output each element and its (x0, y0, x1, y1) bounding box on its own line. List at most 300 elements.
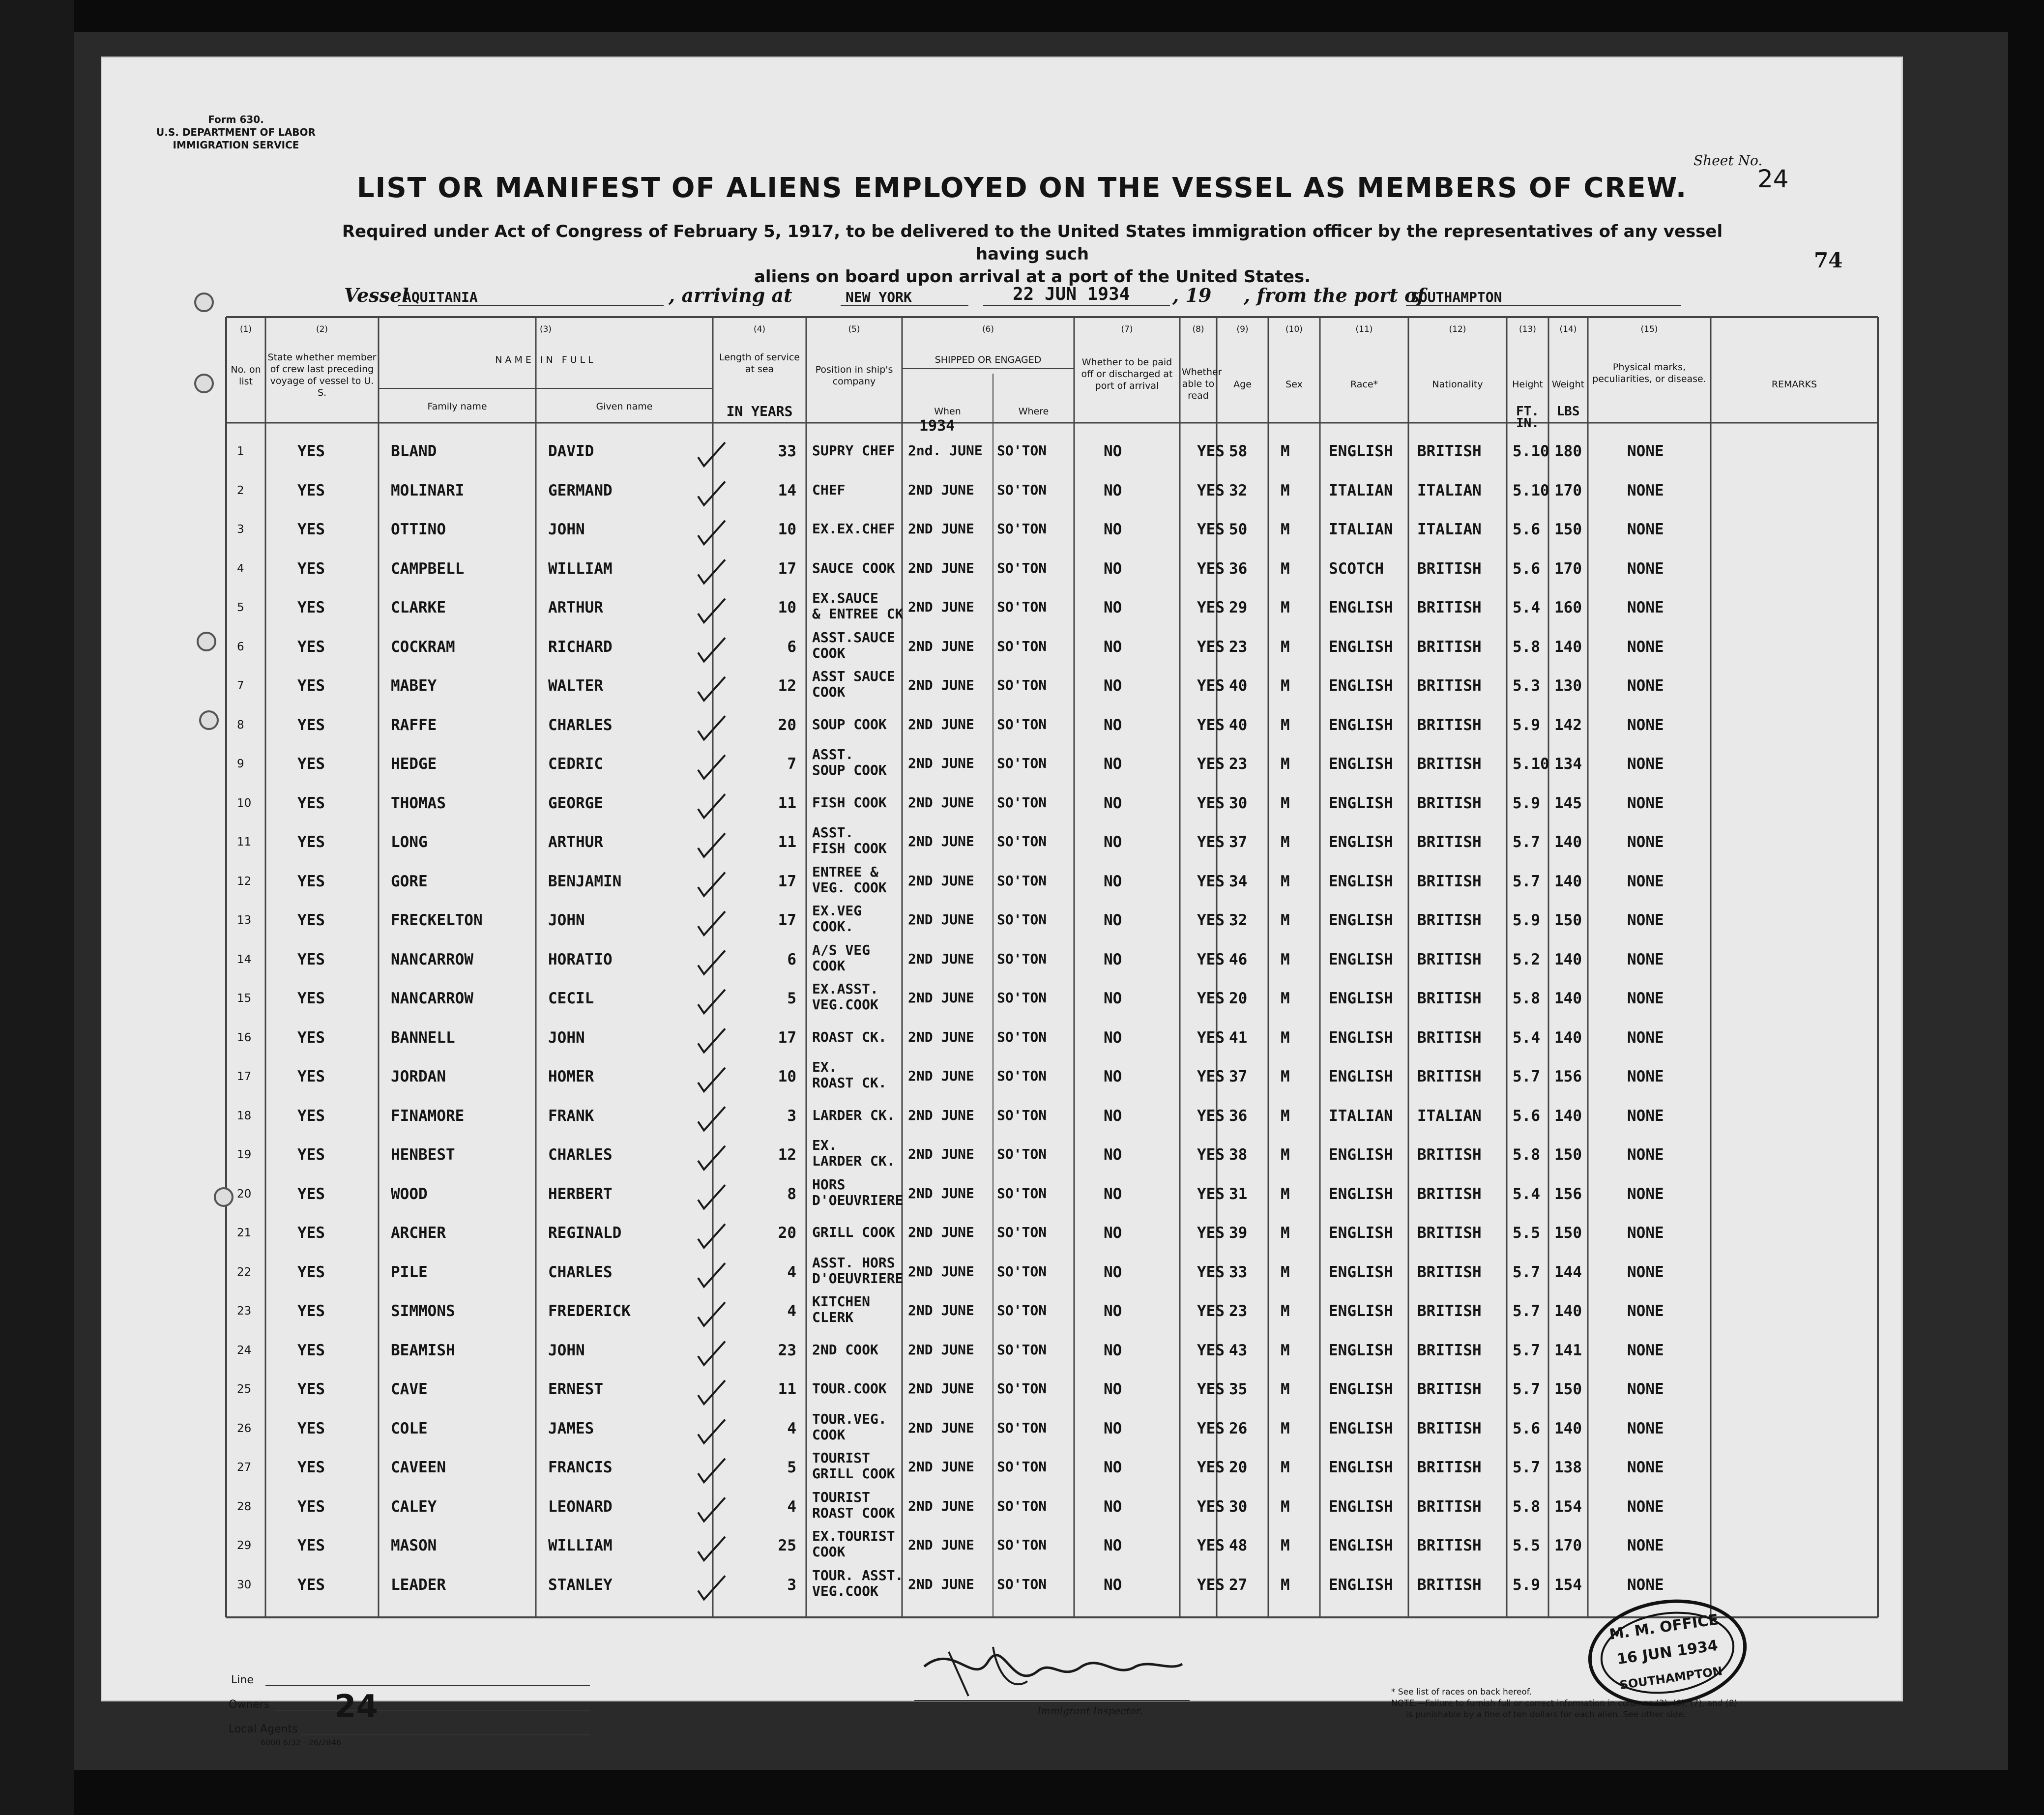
row-age: 20 (1229, 990, 1248, 1007)
row-where: SO'TON (997, 872, 1047, 889)
row-height: 5.4 (1513, 599, 1540, 616)
row-sex: M (1281, 833, 1290, 851)
row-years-service: 17 (778, 559, 796, 578)
row-able-read: YES (1197, 1419, 1225, 1437)
header-nationality: Nationality (1432, 379, 1483, 390)
row-position-line2: VEG. COOK (812, 879, 887, 896)
row-weight: 156 (1554, 1068, 1582, 1085)
row-years-service: 20 (778, 1224, 796, 1242)
row-able-read: YES (1197, 1146, 1225, 1164)
row-sex: M (1281, 1576, 1290, 1594)
row-when: 2ND JUNE (908, 1224, 974, 1240)
header-ft-in: FT. IN. (1516, 404, 1539, 431)
row-given-name: HORATIO (548, 950, 613, 968)
row-paid-off: NO (1104, 833, 1122, 851)
row-age: 39 (1229, 1224, 1248, 1242)
row-number: 21 (237, 1227, 252, 1239)
row-physical-marks: NONE (1627, 950, 1664, 968)
row-prev-voyage: YES (297, 1380, 325, 1398)
header-paid-off: Whether to be paid off or discharged at port of arrival (1081, 357, 1173, 391)
row-able-read: YES (1197, 677, 1225, 695)
column-number: (6) (982, 324, 994, 334)
row-where: SO'TON (997, 1028, 1047, 1045)
owners-handwritten: 24 (334, 1689, 379, 1725)
row-family-name: COCKRAM (391, 638, 455, 656)
row-position-line1: TOURIST (812, 1489, 871, 1505)
row-prev-voyage: YES (297, 1185, 325, 1203)
row-height: 5.9 (1513, 911, 1540, 929)
row-years-service: 8 (787, 1185, 796, 1203)
row-family-name: MABEY (391, 677, 437, 695)
row-where: SO'TON (997, 950, 1047, 967)
row-position-line2: & ENTREE CK (812, 606, 904, 622)
row-prev-voyage: YES (297, 442, 325, 460)
row-race: ENGLISH (1329, 599, 1393, 616)
row-where: SO'TON (997, 794, 1047, 811)
row-height: 5.8 (1513, 1146, 1540, 1164)
row-when: 2ND JUNE (908, 911, 974, 928)
row-years-service: 20 (778, 716, 796, 734)
inspector-label: Immigrant Inspector. (1037, 1705, 1143, 1717)
row-nationality: BRITISH (1417, 990, 1482, 1007)
row-number: 15 (237, 992, 252, 1005)
row-nationality: ITALIAN (1417, 481, 1482, 499)
row-position-line1: A/S VEG (812, 941, 871, 958)
row-physical-marks: NONE (1627, 1497, 1664, 1516)
row-family-name: FINAMORE (391, 1107, 465, 1125)
row-nationality: BRITISH (1417, 950, 1482, 968)
row-height: 5.8 (1513, 990, 1540, 1007)
row-where: SO'TON (997, 1302, 1047, 1318)
row-able-read: YES (1197, 1028, 1225, 1047)
row-physical-marks: NONE (1627, 1028, 1664, 1047)
row-when: 2ND JUNE (908, 521, 974, 537)
row-sex: M (1281, 1459, 1290, 1476)
header-lbs: LBS (1556, 404, 1580, 419)
check-mark-icon (698, 521, 725, 544)
check-mark-icon (698, 677, 725, 701)
row-family-name: WOOD (391, 1185, 428, 1203)
row-position-line2: VEG.COOK (812, 1582, 878, 1599)
row-paid-off: NO (1104, 677, 1122, 695)
row-nationality: BRITISH (1417, 559, 1482, 578)
row-years-service: 23 (778, 1341, 796, 1359)
row-race: ENGLISH (1329, 1263, 1393, 1281)
row-able-read: YES (1197, 442, 1225, 460)
manifest-title: LIST OR MANIFEST OF ALIENS EMPLOYED ON THE VESSEL AS MEMBERS OF CREW. (356, 172, 1688, 204)
row-where: SO'TON (997, 442, 1047, 459)
row-nationality: BRITISH (1417, 1419, 1482, 1437)
row-height: 5.7 (1513, 1302, 1540, 1320)
header-age: Age (1233, 379, 1252, 390)
row-family-name: OTTINO (391, 521, 446, 538)
row-where: SO'TON (997, 1459, 1047, 1475)
row-paid-off: NO (1104, 1068, 1122, 1085)
row-position-line1: EX.TOURIST (812, 1528, 895, 1544)
owners-label: Owners (229, 1698, 270, 1711)
row-years-service: 11 (778, 833, 796, 851)
row-paid-off: NO (1104, 1028, 1122, 1047)
row-paid-off: NO (1104, 872, 1122, 890)
stamp-date: 16 JUN 1934 (1616, 1637, 1719, 1669)
row-able-read: YES (1197, 599, 1225, 616)
header-in-years: IN YEARS (726, 403, 793, 419)
row-height: 5.6 (1513, 1107, 1540, 1125)
vessel-name: AQUITANIA (403, 289, 478, 305)
row-when: 2ND JUNE (908, 1576, 974, 1592)
row-sex: M (1281, 1380, 1290, 1398)
arriving-label: , arriving at (669, 284, 792, 306)
sheet-label: Sheet No. (1694, 152, 1763, 169)
row-where: SO'TON (997, 833, 1047, 849)
row-age: 50 (1229, 521, 1248, 538)
row-sex: M (1281, 1107, 1290, 1125)
row-paid-off: NO (1104, 521, 1122, 538)
row-physical-marks: NONE (1627, 1068, 1664, 1085)
row-given-name: CECIL (548, 990, 594, 1007)
row-race: ENGLISH (1329, 911, 1393, 929)
row-where: SO'TON (997, 990, 1047, 1006)
row-years-service: 6 (787, 950, 796, 968)
row-position: CHEF (812, 481, 846, 498)
row-age: 30 (1229, 1497, 1248, 1516)
row-height: 5.7 (1513, 872, 1540, 890)
row-age: 27 (1229, 1576, 1248, 1594)
row-sex: M (1281, 872, 1290, 890)
row-sex: M (1281, 1341, 1290, 1359)
row-given-name: DAVID (548, 442, 594, 460)
row-family-name: SIMMONS (391, 1302, 455, 1320)
row-position-line1: EX. (812, 1059, 837, 1075)
row-nationality: BRITISH (1417, 442, 1482, 460)
row-family-name: GORE (391, 872, 428, 890)
row-when: 2ND JUNE (908, 1302, 974, 1318)
row-given-name: CHARLES (548, 716, 613, 734)
row-when: 2ND JUNE (908, 638, 974, 654)
row-years-service: 17 (778, 872, 796, 890)
check-mark-icon (698, 1576, 725, 1600)
form-line: IMMIGRATION SERVICE (173, 139, 299, 151)
row-weight: 170 (1554, 1537, 1582, 1554)
row-able-read: YES (1197, 1224, 1225, 1242)
row-years-service: 3 (787, 1107, 796, 1125)
check-mark-icon (698, 599, 725, 622)
corner-number: 74 (1814, 248, 1843, 272)
row-prev-voyage: YES (297, 599, 325, 616)
row-sex: M (1281, 638, 1290, 656)
binder-hole (214, 1187, 234, 1207)
row-position-line1: TOUR.VEG. (812, 1410, 887, 1427)
row-position: FISH COOK (812, 794, 887, 811)
row-sex: M (1281, 481, 1290, 499)
row-race: ENGLISH (1329, 872, 1393, 890)
row-nationality: BRITISH (1417, 1068, 1482, 1085)
row-position-line1: TOUR. ASST. (812, 1567, 904, 1583)
row-number: 7 (237, 679, 244, 692)
row-position-line2: D'OEUVRIERE (812, 1192, 904, 1208)
check-mark-icon (698, 794, 725, 818)
row-height: 5.7 (1513, 1459, 1540, 1476)
row-paid-off: NO (1104, 794, 1122, 812)
row-prev-voyage: YES (297, 872, 325, 890)
row-nationality: BRITISH (1417, 1497, 1482, 1516)
row-position: GRILL COOK (812, 1224, 895, 1240)
row-race: ITALIAN (1329, 481, 1393, 499)
subtitle-line-1: Required under Act of Congress of February 5, 1917, to be delivered to the United States immigration officer by the representatives of any vessel having such (342, 222, 1723, 264)
row-position-line1: ASST. (812, 746, 854, 762)
row-given-name: GEORGE (548, 794, 603, 812)
check-mark-icon (698, 1029, 725, 1053)
row-race: ENGLISH (1329, 1380, 1393, 1398)
row-position-line2: COOK (812, 1544, 846, 1560)
row-weight: 154 (1554, 1497, 1582, 1516)
form-line: U.S. DEPARTMENT OF LABOR (156, 126, 316, 138)
inspector-signature (914, 1632, 1190, 1711)
row-able-read: YES (1197, 1107, 1225, 1125)
row-where: SO'TON (997, 716, 1047, 732)
column-number: (5) (848, 324, 860, 334)
row-age: 40 (1229, 716, 1248, 734)
row-years-service: 5 (787, 1459, 796, 1476)
row-where: SO'TON (997, 1341, 1047, 1358)
row-paid-off: NO (1104, 442, 1122, 460)
row-able-read: YES (1197, 1576, 1225, 1594)
row-race: ENGLISH (1329, 1028, 1393, 1047)
binder-hole (199, 710, 219, 730)
row-physical-marks: NONE (1627, 442, 1664, 460)
check-mark-icon (698, 638, 725, 662)
row-number: 16 (237, 1031, 252, 1044)
row-prev-voyage: YES (297, 677, 325, 695)
row-able-read: YES (1197, 1459, 1225, 1476)
row-weight: 145 (1554, 794, 1582, 812)
row-physical-marks: NONE (1627, 1576, 1664, 1594)
row-family-name: CAVE (391, 1380, 428, 1398)
row-family-name: HENBEST (391, 1146, 455, 1164)
check-mark-icon (698, 990, 725, 1013)
row-paid-off: NO (1104, 1146, 1122, 1164)
row-number: 4 (237, 562, 244, 575)
row-years-service: 7 (787, 755, 796, 773)
row-paid-off: NO (1104, 1185, 1122, 1203)
row-physical-marks: NONE (1627, 794, 1664, 812)
row-given-name: BENJAMIN (548, 872, 622, 890)
row-family-name: MOLINARI (391, 481, 465, 499)
row-number: 10 (237, 796, 252, 810)
row-able-read: YES (1197, 1263, 1225, 1281)
row-nationality: BRITISH (1417, 1537, 1482, 1554)
row-sex: M (1281, 911, 1290, 929)
row-able-read: YES (1197, 755, 1225, 773)
row-height: 5.3 (1513, 677, 1540, 695)
row-given-name: GERMAND (548, 481, 613, 499)
row-years-service: 17 (778, 1028, 796, 1047)
row-position-line2: COOK (812, 644, 846, 661)
row-sex: M (1281, 599, 1290, 616)
row-position-line2: LARDER CK. (812, 1153, 895, 1169)
row-weight: 180 (1554, 442, 1582, 460)
row-height: 5.7 (1513, 1068, 1540, 1085)
row-prev-voyage: YES (297, 1459, 325, 1476)
row-paid-off: NO (1104, 638, 1122, 656)
row-years-service: 3 (787, 1576, 796, 1594)
row-height: 5.9 (1513, 794, 1540, 812)
header-weight: Weight (1551, 379, 1585, 390)
row-years-service: 17 (778, 911, 796, 929)
row-height: 5.6 (1513, 521, 1540, 538)
row-prev-voyage: YES (297, 1419, 325, 1437)
row-position-line1: EX. (812, 1137, 837, 1153)
row-number: 14 (237, 953, 252, 966)
row-physical-marks: NONE (1627, 1537, 1664, 1554)
print-code: 6000 6/32—26/2846 (261, 1738, 342, 1747)
row-when: 2ND JUNE (908, 1263, 974, 1280)
check-mark-icon (698, 482, 725, 505)
row-position-line2: COOK (812, 957, 846, 974)
row-nationality: BRITISH (1417, 1576, 1482, 1594)
row-age: 36 (1229, 559, 1248, 578)
check-mark-icon (698, 1342, 725, 1365)
row-where: SO'TON (997, 1576, 1047, 1592)
row-able-read: YES (1197, 1537, 1225, 1554)
row-able-read: YES (1197, 559, 1225, 578)
row-family-name: PILE (391, 1263, 428, 1281)
row-paid-off: NO (1104, 990, 1122, 1007)
row-physical-marks: NONE (1627, 872, 1664, 890)
row-physical-marks: NONE (1627, 1224, 1664, 1242)
row-race: ENGLISH (1329, 1419, 1393, 1437)
row-number: 18 (237, 1109, 252, 1122)
check-mark-icon (698, 1146, 725, 1170)
row-sex: M (1281, 950, 1290, 968)
check-mark-icon (698, 1302, 725, 1326)
stamp-top: M. M. OFFICE (1608, 1611, 1720, 1643)
row-position-line1: ASST. (812, 824, 854, 841)
row-when: 2ND JUNE (908, 559, 974, 576)
check-mark-icon (698, 755, 725, 779)
row-physical-marks: NONE (1627, 755, 1664, 773)
row-number: 19 (237, 1148, 252, 1161)
check-mark-icon (698, 1107, 725, 1131)
row-position: TOUR.COOK (812, 1380, 887, 1397)
row-position-line1: EX.VEG (812, 903, 862, 919)
row-sex: M (1281, 1419, 1290, 1437)
row-number: 17 (237, 1070, 252, 1083)
row-family-name: LEADER (391, 1576, 446, 1594)
row-where: SO'TON (997, 599, 1047, 615)
row-prev-voyage: YES (297, 1107, 325, 1125)
row-where: SO'TON (997, 1146, 1047, 1162)
row-position: EX.EX.CHEF (812, 521, 895, 537)
column-number: (15) (1640, 324, 1658, 334)
row-physical-marks: NONE (1627, 1419, 1664, 1437)
row-nationality: BRITISH (1417, 755, 1482, 773)
row-number: 8 (237, 718, 244, 732)
row-nationality: BRITISH (1417, 872, 1482, 890)
row-paid-off: NO (1104, 1419, 1122, 1437)
row-physical-marks: NONE (1627, 481, 1664, 499)
row-paid-off: NO (1104, 1224, 1122, 1242)
header-position: Position in ship's company (815, 364, 893, 387)
column-number: (14) (1559, 324, 1577, 334)
row-position: SAUCE COOK (812, 559, 895, 576)
row-race: SCOTCH (1329, 559, 1384, 578)
row-given-name: JOHN (548, 521, 585, 538)
row-race: ENGLISH (1329, 950, 1393, 968)
row-able-read: YES (1197, 1497, 1225, 1516)
row-where: SO'TON (997, 1537, 1047, 1553)
row-age: 43 (1229, 1341, 1248, 1359)
row-given-name: HERBERT (548, 1185, 613, 1203)
row-where: SO'TON (997, 1224, 1047, 1240)
row-height: 5.9 (1513, 716, 1540, 734)
row-height: 5.10 (1513, 481, 1549, 499)
row-race: ENGLISH (1329, 1068, 1393, 1085)
row-race: ENGLISH (1329, 1224, 1393, 1242)
arrival-date: 22 JUN 1934 (1013, 284, 1130, 304)
row-paid-off: NO (1104, 1341, 1122, 1359)
row-able-read: YES (1197, 1341, 1225, 1359)
row-age: 23 (1229, 1302, 1248, 1320)
row-prev-voyage: YES (297, 1224, 325, 1242)
row-weight: 140 (1554, 1419, 1582, 1437)
row-when: 2ND JUNE (908, 1497, 974, 1514)
row-number: 12 (237, 875, 252, 888)
row-prev-voyage: YES (297, 755, 325, 773)
column-number: (4) (753, 324, 766, 334)
sheet-number: 24 (1757, 165, 1789, 193)
row-able-read: YES (1197, 716, 1225, 734)
row-given-name: WILLIAM (548, 559, 613, 578)
row-number: 22 (237, 1265, 252, 1279)
row-weight: 140 (1554, 872, 1582, 890)
check-mark-icon (698, 716, 725, 740)
row-when: 2ND JUNE (908, 794, 974, 811)
row-position-line1: HORS (812, 1176, 846, 1193)
row-height: 5.7 (1513, 1380, 1540, 1398)
row-where: SO'TON (997, 1263, 1047, 1280)
binder-hole (197, 632, 216, 651)
row-when: 2ND JUNE (908, 1028, 974, 1045)
row-years-service: 10 (778, 521, 796, 538)
row-physical-marks: NONE (1627, 677, 1664, 695)
row-weight: 150 (1554, 521, 1582, 538)
row-paid-off: NO (1104, 1107, 1122, 1125)
row-given-name: FRANCIS (548, 1459, 613, 1476)
row-family-name: BANNELL (391, 1028, 455, 1047)
row-physical-marks: NONE (1627, 1146, 1664, 1164)
row-number: 11 (237, 836, 252, 849)
row-number: 23 (237, 1305, 252, 1317)
column-number: (3) (539, 324, 552, 334)
row-race: ENGLISH (1329, 1537, 1393, 1554)
check-mark-icon (698, 873, 725, 896)
row-sex: M (1281, 1028, 1290, 1047)
row-where: SO'TON (997, 521, 1047, 537)
row-sex: M (1281, 716, 1290, 734)
row-nationality: ITALIAN (1417, 1107, 1482, 1125)
row-able-read: YES (1197, 950, 1225, 968)
row-family-name: COLE (391, 1419, 428, 1437)
row-given-name: HOMER (548, 1068, 594, 1085)
row-family-name: CALEY (391, 1497, 437, 1516)
row-nationality: BRITISH (1417, 1459, 1482, 1476)
column-number: (11) (1355, 324, 1373, 334)
row-when: 2ND JUNE (908, 1537, 974, 1553)
row-when: 2ND JUNE (908, 1341, 974, 1358)
row-age: 20 (1229, 1459, 1248, 1476)
row-able-read: YES (1197, 1380, 1225, 1398)
